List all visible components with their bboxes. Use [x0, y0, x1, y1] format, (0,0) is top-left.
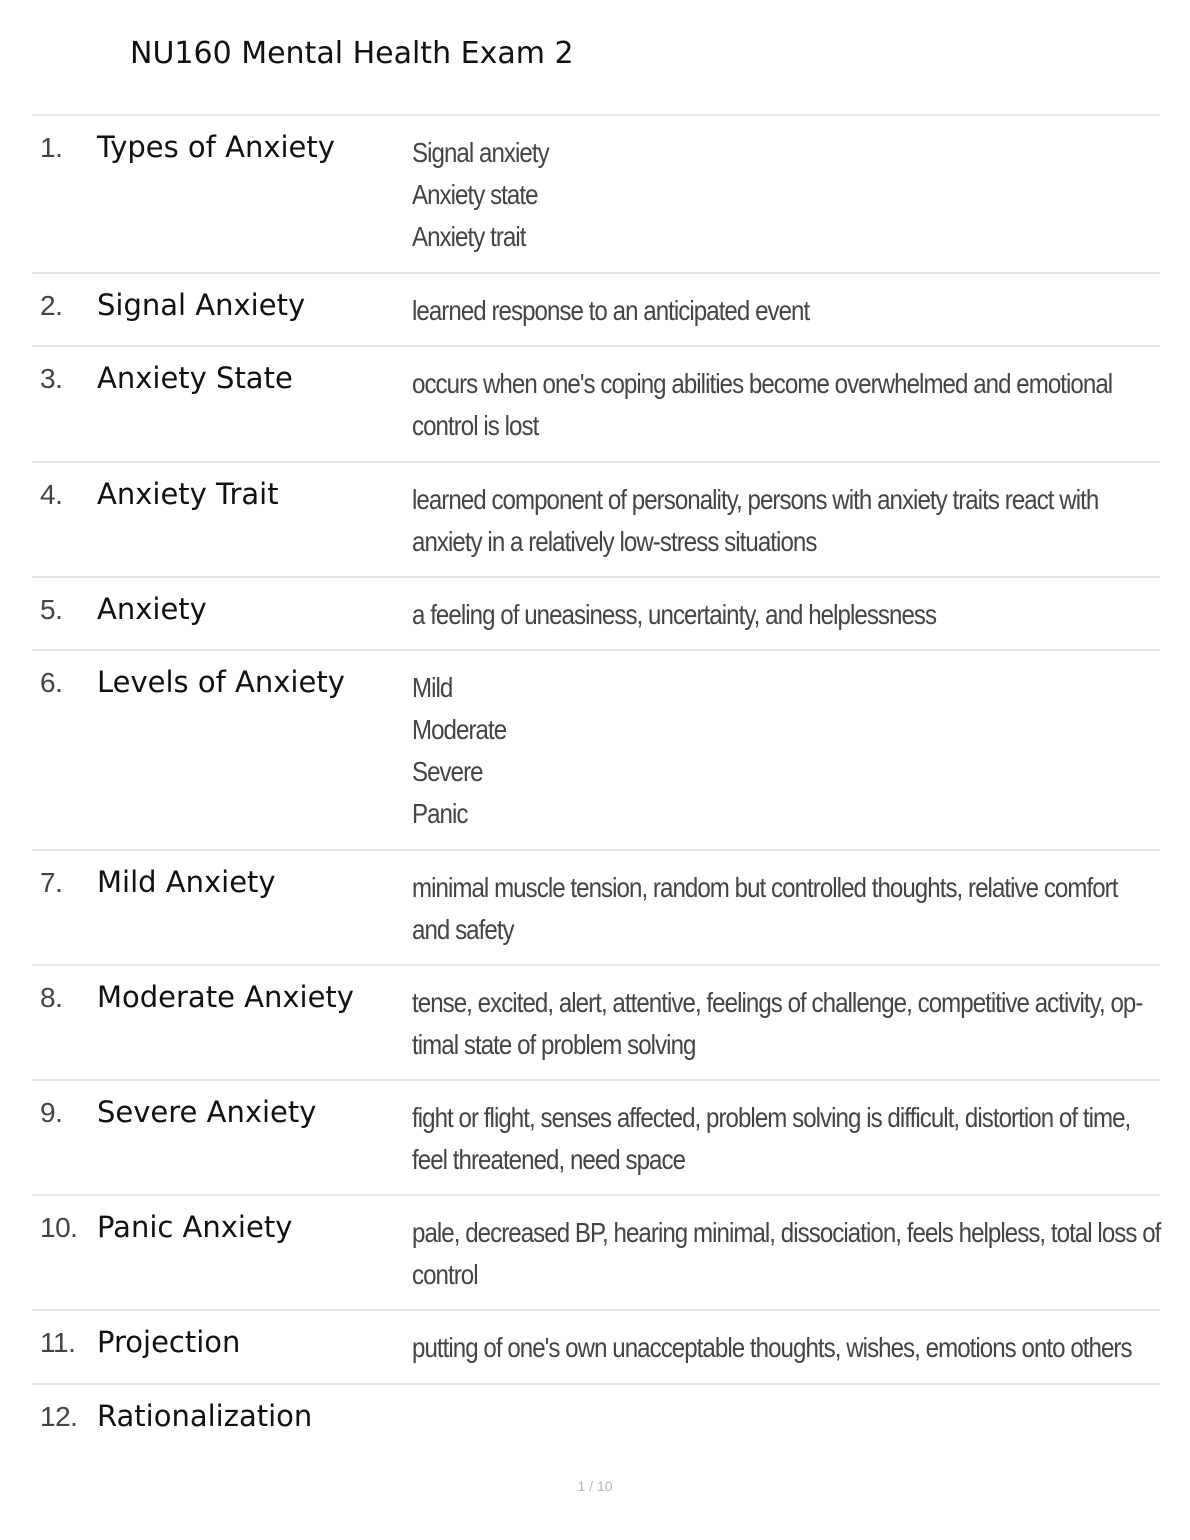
definition-line: learned component of personality, persons with anxiety traits react with	[412, 484, 1099, 515]
definition-line: occurs when one's coping abilities become overwhelmed and emotional	[412, 368, 1113, 399]
flashcard	[32, 651, 1160, 851]
definition-line: minimal muscle tension, random but controlled thoughts, relative comfort	[412, 872, 1118, 903]
definition-line: pale, decreased BP, hearing minimal, dissociation, feels helpless, total loss of	[412, 1217, 1161, 1248]
card-number: 8.	[40, 982, 63, 1013]
card-definition	[412, 1212, 1161, 1296]
flashcard	[32, 1196, 1160, 1311]
flashcard	[32, 966, 1160, 1081]
definition-line: a feeling of uneasiness, uncertainty, and helplessness	[412, 599, 937, 630]
definition-line: Moderate	[412, 714, 507, 745]
card-term: Anxiety Trait	[97, 477, 279, 511]
card-number: 6.	[40, 667, 63, 698]
definition-line: tense, excited, alert, attentive, feelings of challenge, competitive activity, op-	[412, 987, 1143, 1018]
card-number: 9.	[40, 1097, 63, 1128]
card-definition	[412, 982, 1152, 1066]
definition-line: Severe	[412, 756, 483, 787]
card-definition	[412, 1097, 1152, 1181]
definition-line: Signal anxiety	[412, 137, 549, 168]
card-term: Moderate Anxiety	[97, 980, 354, 1014]
card-number: 12.	[40, 1401, 78, 1432]
card-definition	[412, 667, 1152, 835]
document-title: NU160 Mental Health Exam 2	[130, 36, 574, 71]
card-number: 10.	[40, 1212, 78, 1243]
card-definition	[412, 1327, 1152, 1369]
card-definition	[412, 363, 1152, 447]
definition-line: anxiety in a relatively low-stress situations	[412, 526, 817, 557]
definition-line: timal state of problem solving	[412, 1029, 696, 1060]
card-term: Rationalization	[97, 1399, 313, 1433]
card-term: Mild Anxiety	[97, 865, 276, 899]
definition-line: control	[412, 1259, 478, 1290]
card-number: 2.	[40, 290, 63, 321]
flashcard	[32, 116, 1160, 274]
card-definition	[412, 594, 1152, 636]
page-number: 1 / 10	[577, 1478, 613, 1494]
card-term: Signal Anxiety	[97, 288, 306, 322]
card-definition	[412, 867, 1152, 951]
card-number: 4.	[40, 479, 63, 510]
definition-line: and safety	[412, 914, 514, 945]
card-number: 3.	[40, 363, 63, 394]
definition-line: putting of one's own unacceptable thoughts, wishes, emotions onto others	[412, 1332, 1132, 1363]
flashcard	[32, 1081, 1160, 1196]
card-term: Anxiety State	[97, 361, 293, 395]
flashcard	[32, 463, 1160, 578]
definition-line: Mild	[412, 672, 453, 703]
card-definition	[412, 479, 1152, 563]
flashcard	[32, 274, 1160, 347]
card-term: Projection	[97, 1325, 241, 1359]
card-number: 11.	[40, 1327, 76, 1358]
card-number: 7.	[40, 867, 63, 898]
card-definition	[412, 132, 1152, 258]
card-number: 1.	[40, 132, 63, 163]
definition-line: control is lost	[412, 410, 539, 441]
card-term: Levels of Anxiety	[97, 665, 345, 699]
flashcard	[32, 347, 1160, 463]
card-term: Anxiety	[97, 592, 207, 626]
definition-line: Anxiety state	[412, 179, 538, 210]
definition-line: Panic	[412, 798, 468, 829]
definition-line: Anxiety trait	[412, 221, 526, 252]
card-term: Types of Anxiety	[97, 130, 335, 164]
card-term: Panic Anxiety	[97, 1210, 293, 1244]
flashcard	[32, 851, 1160, 966]
card-term: Severe Anxiety	[97, 1095, 317, 1129]
card-definition	[412, 290, 1152, 332]
flashcard	[32, 1311, 1160, 1385]
flashcard-list	[32, 114, 1160, 1455]
definition-line: fight or flight, senses affected, problem solving is difficult, distortion of time,	[412, 1102, 1131, 1133]
flashcard	[32, 578, 1160, 651]
definition-line: feel threatened, need space	[412, 1144, 686, 1175]
flashcard	[32, 1385, 1160, 1455]
definition-line: learned response to an anticipated event	[412, 295, 810, 326]
card-number: 5.	[40, 594, 63, 625]
